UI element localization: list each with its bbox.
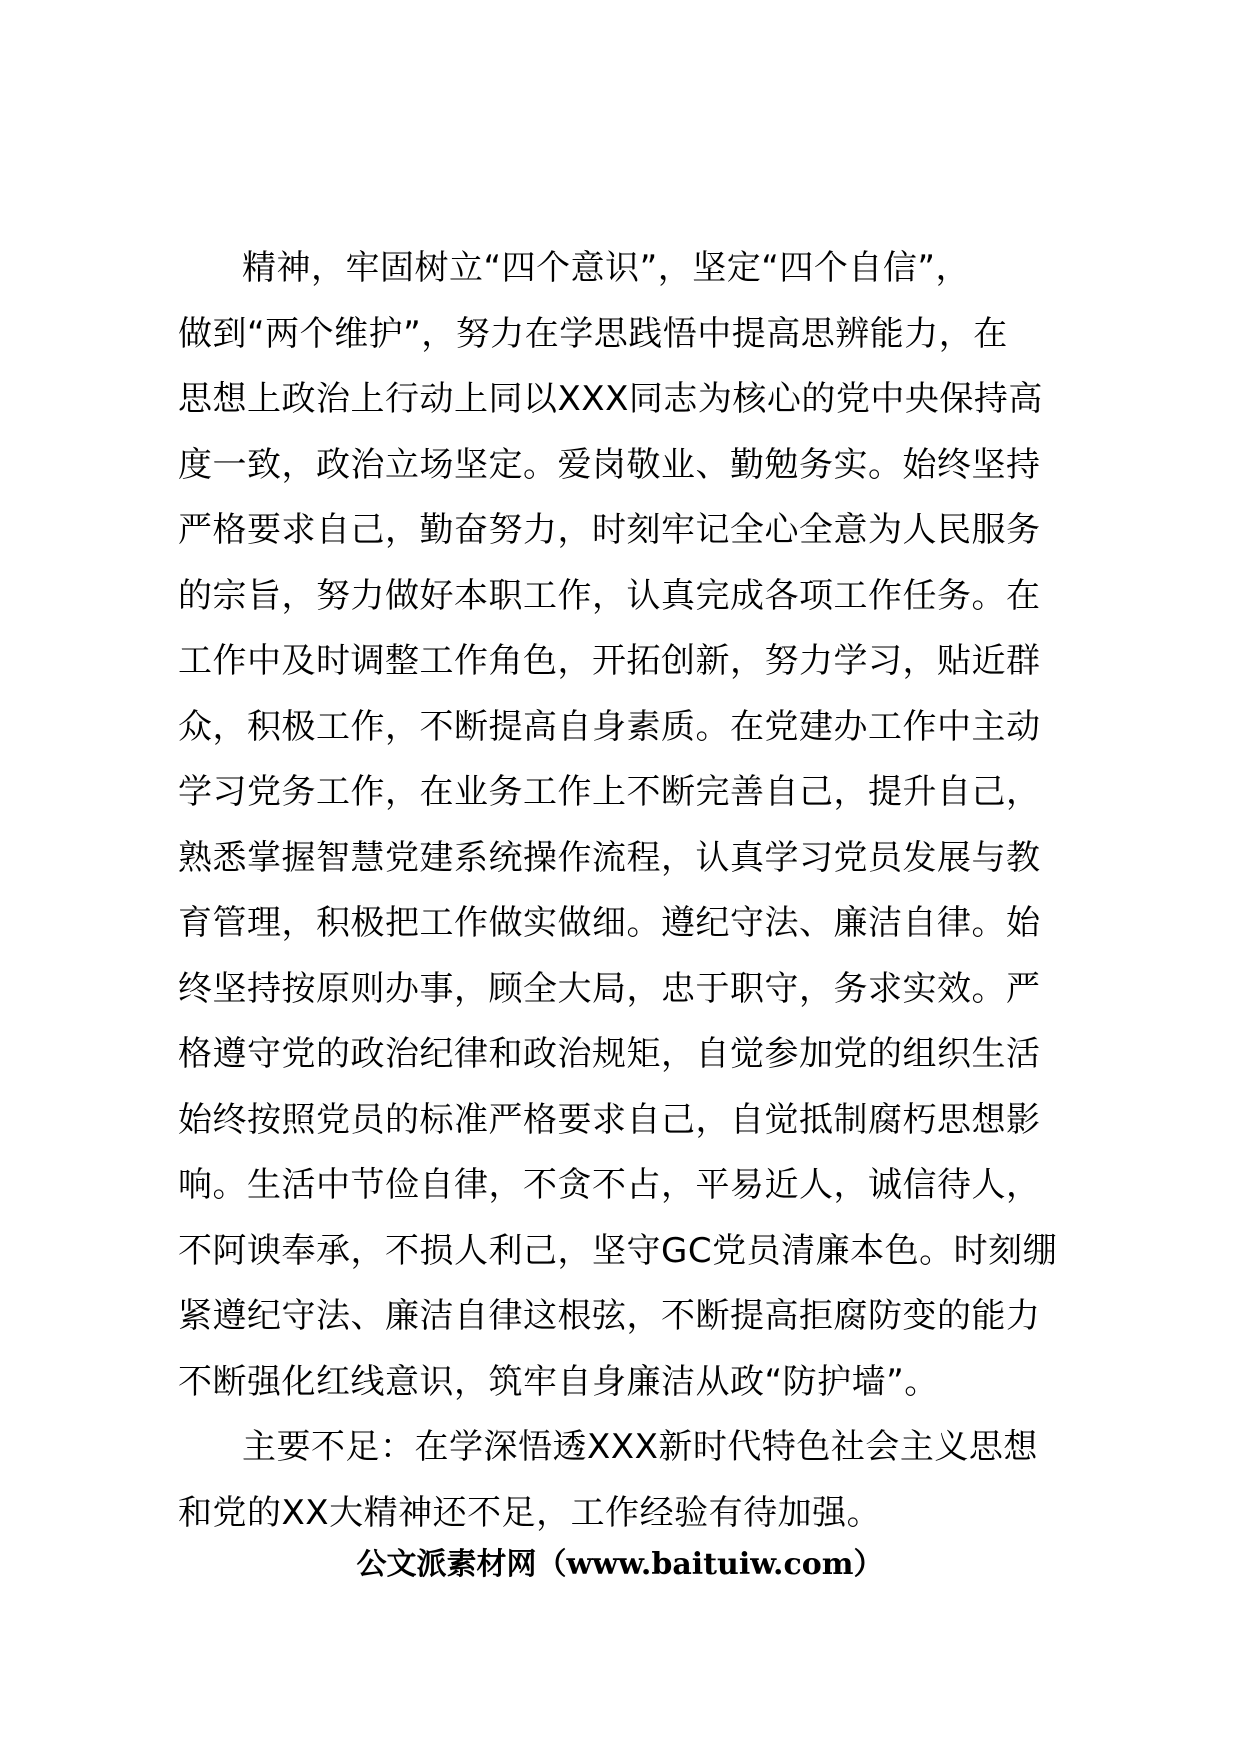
- text-line: 育管理，积极把工作做实做细。遵纪守法、廉洁自律。始: [178, 903, 1041, 943]
- paragraph-shortcomings: [178, 1415, 1178, 1546]
- text-line: 熟悉掌握智慧党建系统操作流程，认真学习党员发展与教: [178, 837, 1041, 878]
- text-line: 众，积极工作，不断提高自身素质。在党建办工作中主动: [178, 706, 1041, 747]
- text-line: 始终按照党员的标准严格要求自己，自觉抵制腐朽思想影: [178, 1099, 1041, 1140]
- text-line: 学习党务工作，在业务工作上不断完善自己，提升自己，: [178, 772, 1041, 812]
- text-line: 精神，牢固树立“四个意识”，坚定“四个自信”，: [242, 248, 970, 288]
- text-line: 不断强化红线意识，筑牢自身廉洁从政“防护墙”。: [178, 1361, 939, 1402]
- text-line: 严格要求自己，勤奋努力，时刻牢记全心全意为人民服务: [178, 510, 1041, 550]
- text-line: 格遵守党的政治纪律和政治规矩，自觉参加党的组织生活: [178, 1034, 1041, 1074]
- text-line: 思想上政治上行动上同以XXX同志为核心的党中央保持高: [178, 379, 1043, 419]
- text-line: 主要不足：在学深悟透XXX新时代特色社会主义思想: [242, 1427, 1038, 1467]
- text-line: 紧遵纪守法、廉洁自律这根弦，不断提高拒腐防变的能力: [178, 1296, 1041, 1336]
- text-line: 和党的XX大精神还不足，工作经验有待加强。: [178, 1492, 882, 1533]
- text-line: 终坚持按原则办事，顾全大局，忠于职守，务求实效。严: [178, 968, 1041, 1009]
- text-line: 做到“两个维护”，努力在学思践悟中提高思辨能力，在: [178, 313, 1008, 354]
- paragraph-self-assessment: [178, 236, 1178, 1415]
- document-body: [178, 236, 1178, 1546]
- text-line: 度一致，政治立场坚定。爱岗敬业、勤勉务实。始终坚持: [178, 444, 1041, 485]
- source-footer: 公文派素材网（www.baituiw.com）: [356, 1547, 884, 1582]
- text-line: 工作中及时调整工作角色，开拓创新，努力学习，贴近群: [178, 641, 1041, 681]
- text-line: 不阿谀奉承，不损人利己，坚守GC党员清廉本色。时刻绷: [178, 1230, 1058, 1271]
- text-line: 的宗旨，努力做好本职工作，认真完成各项工作任务。在: [178, 575, 1041, 616]
- text-line: 响。生活中节俭自律，不贪不占，平易近人，诚信待人，: [178, 1165, 1041, 1205]
